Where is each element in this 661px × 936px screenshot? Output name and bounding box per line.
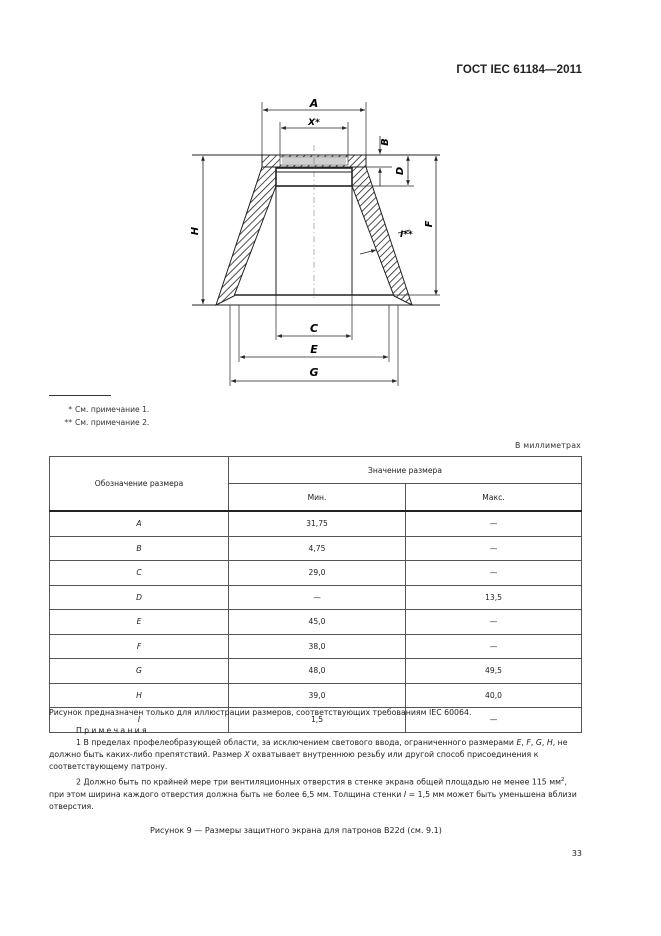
row-max: — xyxy=(406,511,582,536)
row-max: 49,5 xyxy=(406,659,582,684)
row-min: 31,75 xyxy=(229,511,406,536)
row-max: — xyxy=(406,634,582,659)
note-text: 2 Должно быть по крайней мере три вентиляционных отверстия в стенке экрана общей площадью не менее 115 мм xyxy=(76,777,562,787)
row-max: 13,5 xyxy=(406,585,582,610)
figure-caption: Рисунок 9 — Размеры защитного экрана для патронов B22d (см. 9.1) xyxy=(150,826,442,835)
dimensions-table xyxy=(49,456,582,733)
note-text: , xyxy=(530,738,536,747)
row-dim: H xyxy=(50,683,229,708)
footnote-text: См. примечание 2. xyxy=(75,418,150,427)
row-dim: A xyxy=(50,511,229,536)
row-max: — xyxy=(406,536,582,561)
note-symbol: F xyxy=(526,738,531,747)
dim-label-x: X* xyxy=(308,118,320,128)
table-row xyxy=(50,683,582,708)
table-row xyxy=(50,561,582,586)
row-dim: E xyxy=(50,610,229,635)
note-text: 1 В пределах профелеобразующей области, за исключением светового ввода, ограниченного размерами xyxy=(76,738,517,747)
note-2 xyxy=(49,774,582,813)
note-1 xyxy=(49,737,582,773)
footnote-text: См. примечание 1. xyxy=(75,405,150,414)
footnote-2 xyxy=(58,418,149,427)
illustration-note: Рисунок предназначен только для иллюстрации размеров, соответствующих требованиям IEC 60064. xyxy=(49,708,472,717)
header-max: Макс. xyxy=(406,484,582,512)
dim-label-b: B xyxy=(380,138,391,146)
page-number: 33 xyxy=(571,849,582,858)
row-dim: B xyxy=(50,536,229,561)
row-dim: D xyxy=(50,585,229,610)
row-min: 4,75 xyxy=(229,536,406,561)
row-min: 45,0 xyxy=(229,610,406,635)
note-symbol: H xyxy=(546,738,553,747)
dim-label-h: H xyxy=(190,226,201,236)
note-symbol: E xyxy=(516,738,522,747)
note-text: , при этом ширина каждого отверстия должна быть не более 6,5 мм. Толщина стенки xyxy=(49,777,567,799)
shield-drawing xyxy=(0,0,661,400)
note-superscript: 2 xyxy=(561,777,565,783)
row-dim: F xyxy=(50,634,229,659)
row-max: — xyxy=(406,708,582,733)
dim-label-i: I** xyxy=(400,230,413,240)
footnote-1 xyxy=(58,405,149,414)
row-max: 40,0 xyxy=(406,683,582,708)
dim-label-f: F xyxy=(424,220,435,228)
dim-label-d: D xyxy=(395,166,406,176)
table-row xyxy=(50,511,582,536)
row-min: 39,0 xyxy=(229,683,406,708)
row-max: — xyxy=(406,610,582,635)
footnote-rule xyxy=(49,395,111,396)
row-max: — xyxy=(406,561,582,586)
row-dim: C xyxy=(50,561,229,586)
dim-label-a: A xyxy=(309,97,319,110)
table-row xyxy=(50,659,582,684)
footnote-mark: ** xyxy=(64,418,72,427)
note-text: = 1,5 мм может быть уменьшена вблизи отверстия. xyxy=(49,789,577,811)
units-label: В миллиметрах xyxy=(515,441,581,450)
dim-label-e: E xyxy=(310,343,318,356)
row-min: — xyxy=(229,585,406,610)
table-row xyxy=(50,585,582,610)
table-row xyxy=(50,610,582,635)
row-dim: G xyxy=(50,659,229,684)
notes-title-text: Примечания xyxy=(76,726,149,735)
row-min: 48,0 xyxy=(229,659,406,684)
table-row xyxy=(50,536,582,561)
left-wall xyxy=(216,167,276,305)
row-dim: I xyxy=(50,708,229,733)
note-symbol: I xyxy=(403,789,407,799)
note-text: , xyxy=(541,738,547,747)
footnote-mark: * xyxy=(68,405,72,414)
note-symbol: X xyxy=(244,750,250,759)
row-min: 29,0 xyxy=(229,561,406,586)
notes-title xyxy=(76,725,582,737)
table-row xyxy=(50,634,582,659)
row-min: 38,0 xyxy=(229,634,406,659)
note-text: , не должно быть каких-либо препятствий. Размер xyxy=(49,738,568,759)
note-text: , xyxy=(521,738,524,747)
row-min: 1,5 xyxy=(229,708,406,733)
standard-header: ГОСТ IEC 61184—2011 xyxy=(456,64,582,76)
note-symbol: G xyxy=(535,738,542,747)
header-min: Мин. xyxy=(229,484,406,512)
note-text: охватывает внутреннюю резьбу или другой способ присоединения к соответствующему патрону. xyxy=(49,750,539,771)
dim-label-c: C xyxy=(309,322,319,335)
header-value: Значение размера xyxy=(229,457,582,484)
header-designation: Обозначение размера xyxy=(50,457,229,512)
dim-label-g: G xyxy=(309,366,319,379)
